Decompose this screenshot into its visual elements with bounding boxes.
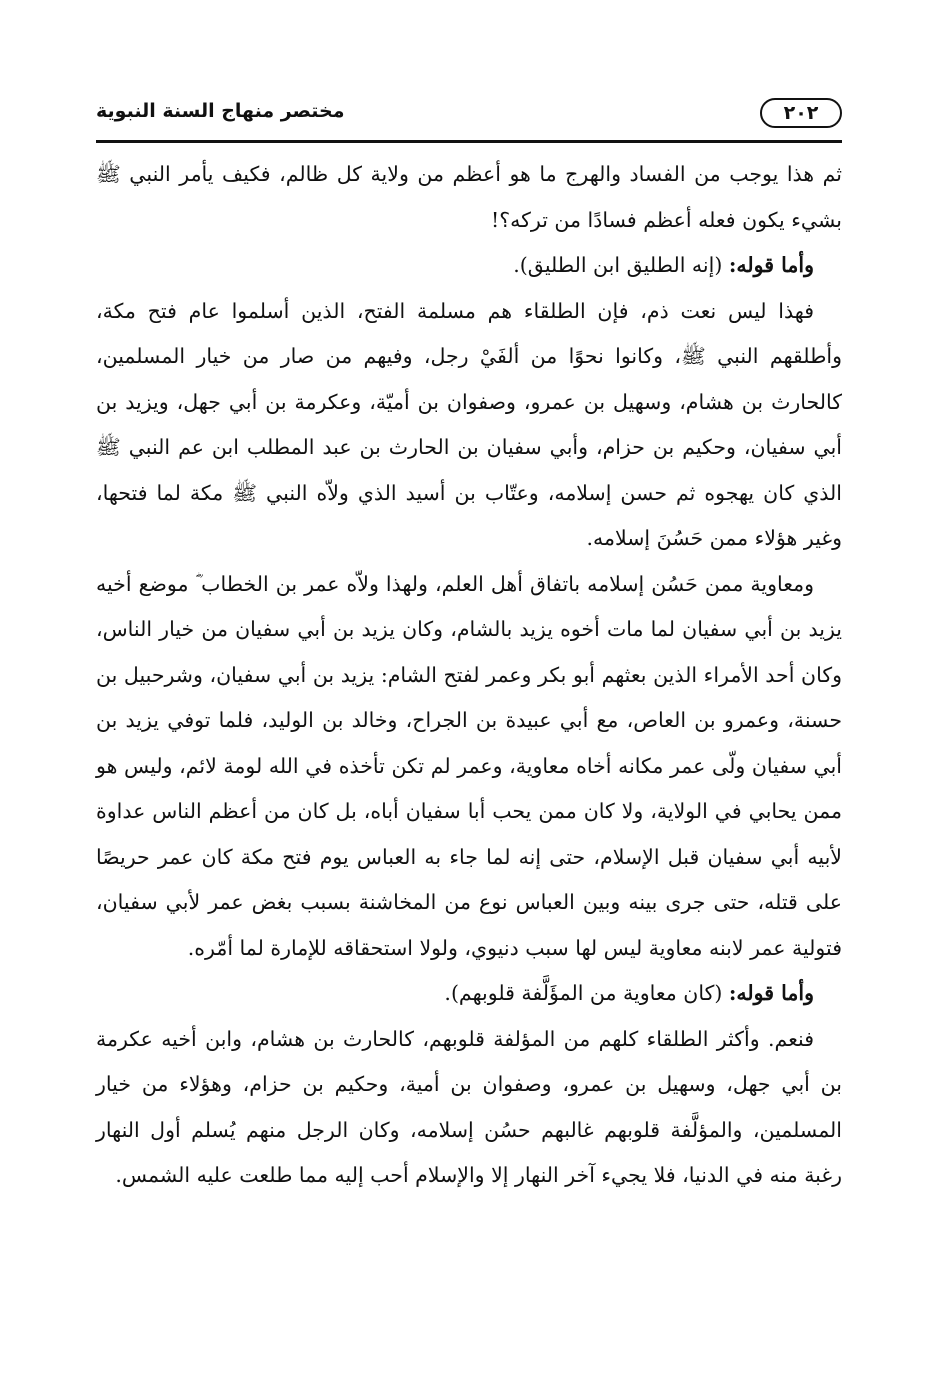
paragraph-text: (كان معاوية من المؤَلَّفة قلوبهم). — [444, 981, 729, 1005]
running-title: مختصر منهاج السنة النبوية — [96, 100, 345, 122]
paragraph-text: فنعم. وأكثر الطلقاء كلهم من المؤلفة قلوبهم، كالحارث بن هشام، وابن أخيه عكرمة بن أبي جهل، وسهيل بن عمرو، وصفوان بن أمية، وحكيم بن حزام، وهؤلاء من خيار المسلمين، والمؤلَّفة قلوبهم غالبهم حسُن إسلامه، وكان الرجل منهم يُسلم أول النهار رغبة منه في الدنيا، فلا يجيء آخر النهار إلا والإسلام أحب إليه مما طلعت عليه الشمس. — [96, 1026, 842, 1187]
page-body — [96, 152, 842, 1199]
header-rule — [96, 140, 842, 143]
paragraph — [96, 152, 842, 243]
paragraph — [96, 289, 842, 562]
paragraph-text: (إنه الطليق ابن الطليق). — [513, 253, 729, 277]
page-number: ٢٠٢ — [760, 98, 842, 128]
page-header — [96, 96, 842, 132]
paragraph-text: فهذا ليس نعت ذم، فإن الطلقاء هم مسلمة الفتح، الذين أسلموا عام فتح مكة، وأطلقهم النبي ﷺ، وكانوا نحوًا من ألفَيْ رجل، وفيهم من صار من خيار المسلمين، كالحارث بن هشام، وسهيل بن عمرو، وصفوان بن أميّة، وعكرمة بن أبي جهل، ويزيد بن أبي سفيان، وحكيم بن حزام، وأبي سفيان بن الحارث بن عبد المطلب ابن عم النبي ﷺ الذي كان يهجوه ثم حسن إسلامه، وعتّاب بن أسيد الذي ولاّه النبي ﷺ مكة لما فتحها، وغير هؤلاء ممن حَسُنَ إسلامه. — [96, 298, 842, 550]
paragraph — [96, 1017, 842, 1199]
paragraph-text: ثم هذا يوجب من الفساد والهرج ما هو أعظم من ولاية كل ظالم، فكيف يأمر النبي ﷺ بشيء يكون فعله أعظم فسادًا من تركه؟! — [96, 162, 842, 232]
paragraph — [96, 562, 842, 972]
paragraph-lead: وأما قوله: — [728, 253, 814, 277]
paragraph — [96, 971, 842, 1017]
paragraph-text: ومعاوية ممن حَسُن إسلامه باتفاق أهل العلم، ولهذا ولاّه عمر بن الخطاب ؓ موضع أخيه يزيد بن أبي سفيان لما مات أخوه يزيد بالشام، وكان يزيد بن أبي سفيان من خيار الناس، وكان أحد الأمراء الذين بعثهم أبو بكر وعمر لفتح الشام: يزيد بن أبي سفيان، وشرحبيل بن حسنة، وعمرو بن العاص، مع أبي عبيدة بن الجراح، وخالد بن الوليد، فلما توفي يزيد بن أبي سفيان ولّى عمر مكانه أخاه معاوية، وعمر لم تكن تأخذه في الله لومة لائم، وليس هو ممن يحابي في الولاية، ولا كان ممن يحب أبا سفيان أباه، بل كان من أعظم الناس عداوة لأبيه أبي سفيان قبل الإسلام، حتى إنه لما جاء به العباس يوم فتح مكة كان عمر حريصًا على قتله، حتى جرى بينه وبين العباس نوع من المخاشنة بسبب بغض عمر لأبي سفيان، فتولية عمر لابنه معاوية ليس لها سبب دنيوي، ولولا استحقاقه للإمارة لما أمّره. — [96, 571, 842, 960]
paragraph — [96, 243, 842, 289]
paragraph-lead: وأما قوله: — [728, 981, 814, 1005]
